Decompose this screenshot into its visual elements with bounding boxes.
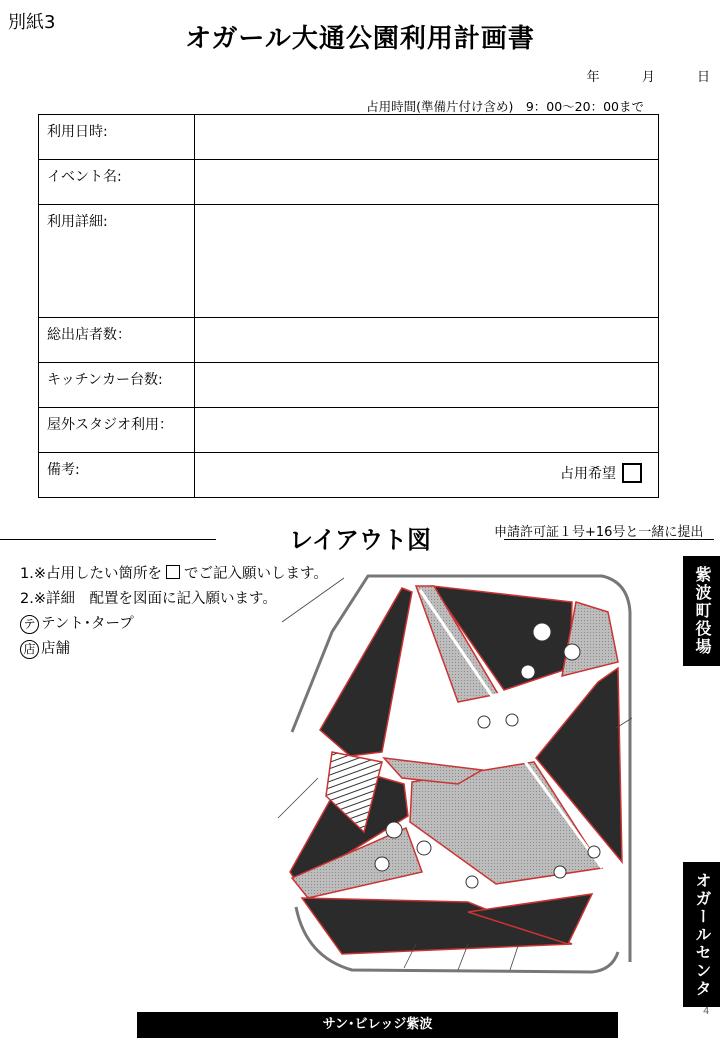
field-usage-datetime[interactable]: [195, 115, 659, 160]
occupancy-request-checkbox[interactable]: [622, 463, 642, 483]
submit-note: 申請許可証１号+16号と一緒に提出: [494, 525, 704, 540]
instruction-2: 2.※詳細 配置を図面に記入願います。: [20, 591, 277, 607]
label-remarks: 備考:: [39, 453, 195, 498]
day-label: 日: [696, 70, 710, 85]
town-hall-label: 紫波町役場: [683, 556, 720, 666]
park-layout-plan[interactable]: [272, 572, 640, 980]
plan-form: [38, 114, 659, 498]
label-total-vendors: 総出店者数：: [39, 318, 195, 363]
tent-symbol: テ: [20, 615, 39, 634]
occupancy-hours: 占用時間(準備片付け含め) 9：00〜20：00まで: [366, 99, 644, 114]
sun-village-label: サン･ビレッジ紫波: [137, 1012, 618, 1038]
year-label: 年: [586, 70, 600, 85]
page-title: オガール大通公園利用計画書: [185, 24, 535, 54]
zone-dark-1: [320, 588, 412, 756]
field-total-vendors[interactable]: [195, 318, 659, 363]
occupancy-request: [560, 463, 642, 483]
legend-tent: テ テント･タープ: [20, 612, 328, 637]
field-event-name[interactable]: [195, 160, 659, 205]
month-label: 月: [641, 70, 655, 85]
field-kitchen-cars[interactable]: [195, 363, 659, 408]
field-outdoor-studio[interactable]: [195, 408, 659, 453]
occupancy-request-label: 占用希望: [560, 466, 616, 482]
page-number: 4: [703, 1006, 710, 1017]
label-event-name: イベント名:: [39, 160, 195, 205]
shop-symbol: 店: [20, 640, 39, 659]
label-usage-details: 利用詳細:: [39, 205, 195, 318]
field-usage-details[interactable]: [195, 205, 659, 318]
attachment-label: 別紙3: [8, 12, 56, 33]
square-icon: [166, 565, 180, 579]
label-outdoor-studio: 屋外スタジオ利用：: [39, 408, 195, 453]
ogal-center-label: オガールセンター: [683, 862, 720, 1007]
layout-heading: レイアウト図: [288, 526, 432, 554]
label-kitchen-cars: キッチンカー台数:: [39, 363, 195, 408]
legend-shop: 店 店舗: [20, 637, 328, 662]
field-remarks[interactable]: [195, 453, 659, 498]
date-line: [549, 66, 710, 85]
instruction-1: 1.※占用したい箇所を でご記入願いします。: [20, 566, 328, 582]
divider-right: [504, 539, 714, 540]
label-usage-datetime: 利用日時:: [39, 115, 195, 160]
